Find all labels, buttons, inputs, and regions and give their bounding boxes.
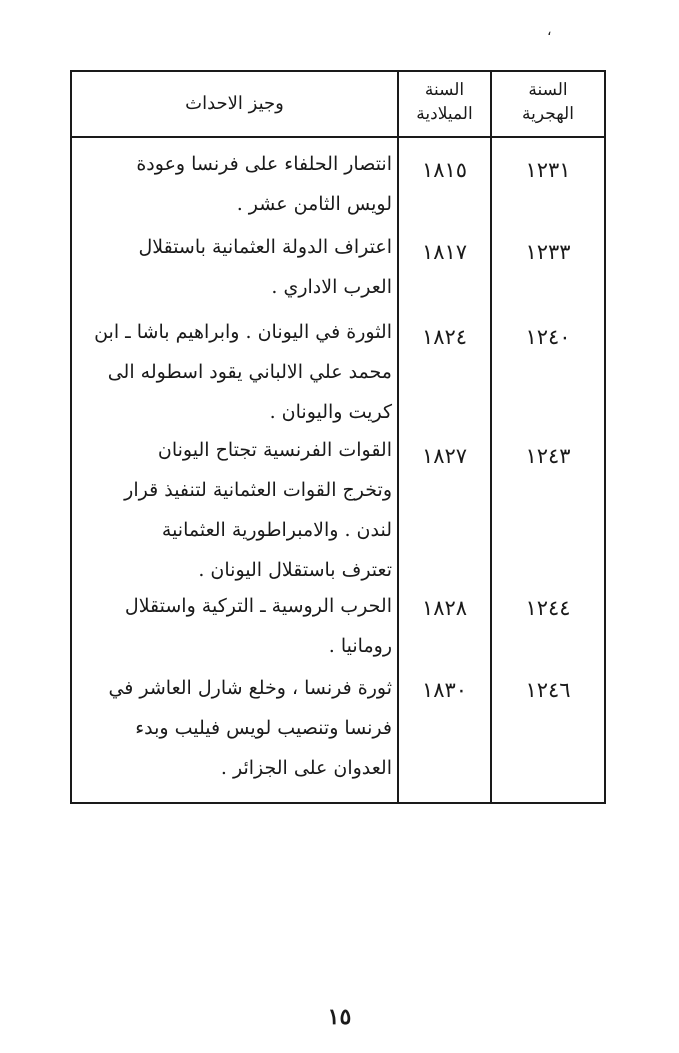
event-line: تعترف باستقلال اليونان . (198, 559, 392, 581)
row-event (80, 668, 392, 788)
header-hijri-line: السنة (528, 80, 568, 100)
header-gregorian-line: السنة (424, 80, 465, 100)
header-hijri-line: الهجرية (522, 104, 574, 124)
event-line: ثورة فرنسا ، وخلع شارل العاشر في (108, 677, 392, 699)
row-event (80, 430, 392, 590)
row-hijri-year: ١٢٤٠ (525, 325, 571, 349)
row-hijri-year: ١٢٤٦ (525, 678, 571, 702)
event-line: القوات الفرنسية تجتاح اليونان (157, 439, 392, 461)
top-mark: ، (547, 23, 552, 39)
event-line: لندن . والامبراطورية العثمانية (161, 519, 392, 541)
row-gregorian-year: ١٨٢٨ (421, 596, 468, 620)
event-line: رومانيا . (328, 635, 392, 657)
event-line: لويس الثامن عشر . (236, 193, 392, 215)
header-gregorian-line: الميلادية (416, 104, 473, 124)
row-hijri-year: ١٢٤٤ (525, 596, 571, 620)
event-line: الحرب الروسية ـ التركية واستقلال (124, 595, 392, 617)
row-hijri-year: ١٢٣١ (525, 158, 571, 182)
event-line: انتصار الحلفاء على فرنسا وعودة (136, 153, 392, 175)
row-gregorian-year: ١٨١٧ (421, 240, 468, 264)
header-hijri-year (492, 72, 604, 136)
row-hijri-year: ١٢٣٣ (525, 240, 571, 264)
header-divider (72, 136, 604, 138)
row-event (80, 144, 392, 224)
row-event (80, 227, 392, 307)
event-line: فرنسا وتنصيب لويس فيليب وبدء (135, 717, 392, 739)
header-events: وجيز الاحداث (185, 93, 284, 114)
event-line: العدوان على الجزائر . (220, 757, 392, 779)
row-gregorian-year: ١٨٢٧ (421, 444, 468, 468)
row-gregorian-year: ١٨١٥ (421, 158, 468, 182)
event-line: الثورة في اليونان . وابراهيم باشا ـ ابن (94, 321, 392, 343)
event-line: محمد علي الالباني يقود اسطوله الى (107, 361, 392, 383)
event-line: كريت واليونان . (269, 401, 392, 423)
row-event (80, 586, 392, 666)
row-event (80, 312, 392, 432)
event-line: وتخرج القوات العثمانية لتنفيذ قرار (124, 479, 392, 501)
row-gregorian-year: ١٨٢٤ (421, 325, 468, 349)
page-number: ١٥ (327, 1004, 352, 1030)
header-gregorian-year (399, 72, 490, 136)
event-line: العرب الاداري . (271, 276, 392, 298)
row-hijri-year: ١٢٤٣ (525, 444, 571, 468)
event-line: اعتراف الدولة العثمانية باستقلال (138, 236, 392, 258)
row-gregorian-year: ١٨٣٠ (421, 678, 468, 702)
events-table (70, 70, 606, 804)
